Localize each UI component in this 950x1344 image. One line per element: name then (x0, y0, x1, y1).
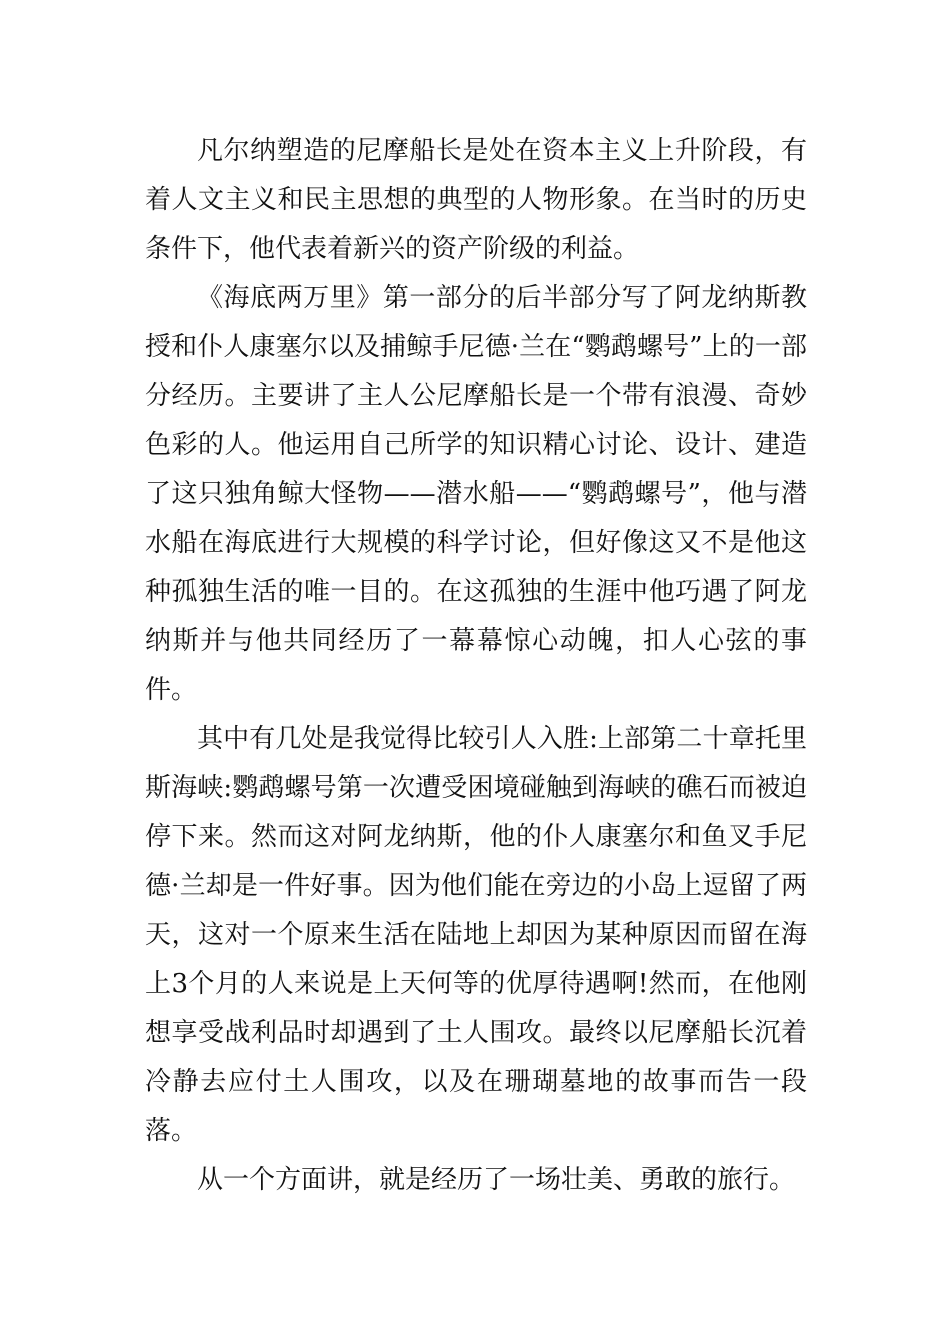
paragraph-4: 从一个方面讲，就是经历了一场壮美、勇敢的旅行。 (197, 1165, 796, 1195)
document-body (145, 127, 807, 1205)
paragraph-1: 凡尔纳塑造的尼摩船长是处在资本主义上升阶段，有着人文主义和民主思想的典型的人物形象。在当时的历史条件下，他代表着新兴的资产阶级的利益。 (145, 136, 807, 264)
paragraph-2: 《海底两万里》第一部分的后半部分写了阿龙纳斯教授和仆人康塞尔以及捕鲸手尼德·兰在“鹦鹉螺号”上的一部分经历。主要讲了主人公尼摩船长是一个带有浪漫、奇妙色彩的人。他运用自己所学的知识精心讨论、设计、建造了这只独角鲸大怪物——潜水船——“鹦鹉螺号”，他与潜水船在海底进行大规模的科学讨论，但好像这又不是他这种孤独生活的唯一目的。在这孤独的生涯中他巧遇了阿龙纳斯并与他共同经历了一幕幕惊心动魄，扣人心弦的事件。 (145, 283, 807, 705)
paragraph-3: 其中有几处是我觉得比较引人入胜:上部第二十章托里斯海峡:鹦鹉螺号第一次遭受困境碰触到海峡的礁石而被迫停下来。然而这对阿龙纳斯，他的仆人康塞尔和鱼叉手尼德·兰却是一件好事。因为他们能在旁边的小岛上逗留了两天，这对一个原来生活在陆地上却因为某种原因而留在海上3个月的人来说是上天何等的优厚待遇啊!然而，在他刚想享受战利品时却遇到了土人围攻。最终以尼摩船长沉着冷静去应付土人围攻，以及在珊瑚墓地的故事而告一段落。 (145, 724, 807, 1146)
